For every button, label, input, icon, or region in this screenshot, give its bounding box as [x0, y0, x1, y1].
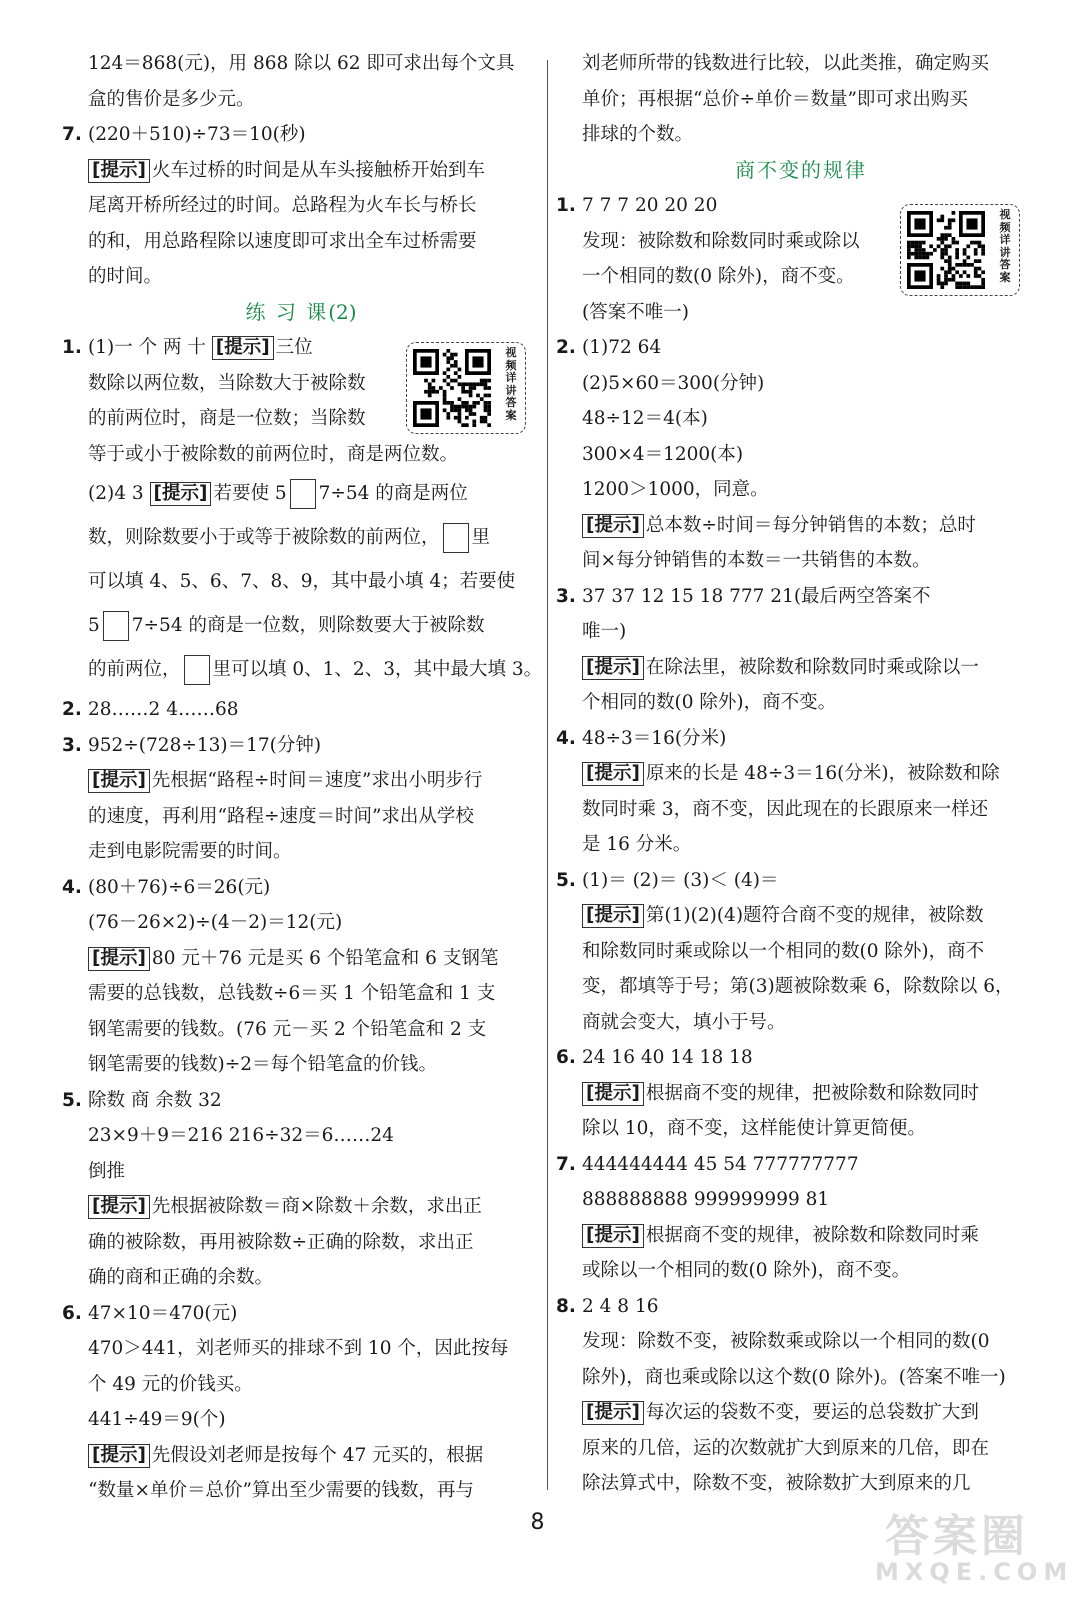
hint-text: 80 元＋76 元是买 6 个铅笔盒和 6 支钢笔 — [151, 947, 499, 969]
question-number: 5. — [556, 869, 576, 891]
hint-text: 刘老师所带的钱数进行比较，以此类推，确定购买 — [582, 53, 990, 74]
blank-box — [443, 523, 469, 553]
hint-text: 根据商不变的规律，把被除数和除数同时 — [645, 1082, 979, 1104]
hint-text: 或除以一个相同的数(0 除外)，商不变。 — [582, 1260, 911, 1281]
answer-text: 470＞441，刘老师买的排球不到 10 个，因此按每 — [88, 1338, 509, 1359]
question-number: 6. — [62, 1302, 82, 1324]
hint-text: 先根据“路程÷时间＝速度”求出小明步行 — [151, 770, 483, 791]
hint-text: 的前两位， — [88, 659, 181, 680]
hint-text: 排球的个数。 — [582, 124, 694, 145]
question-number: 2. — [556, 337, 576, 358]
hint-text: 走到电影院需要的时间。 — [88, 841, 292, 862]
hint-label: [提示] — [582, 1224, 644, 1248]
text-line: 盒的售价是多少元。 — [88, 88, 255, 110]
hint-label: [提示] — [88, 1195, 150, 1219]
section-title: 商不变的规律 — [735, 157, 867, 182]
answer-text: 发现：除数不变，被除数乘或除以一个相同的数(0 — [582, 1331, 990, 1352]
hint-text: 每次运的袋数不变，要运的总袋数扩大到 — [645, 1402, 979, 1423]
question-number: 4. — [62, 876, 82, 898]
hint-text: 数除以两位数，当除数大于被除数 — [88, 372, 366, 394]
hint-label: [提示] — [150, 482, 212, 506]
hint-text: 里可以填 0、1、2、3，其中最大填 3。 — [212, 659, 543, 680]
blank-box — [184, 655, 210, 685]
answer-text: 952÷(728÷13)＝17(分钟) — [88, 734, 322, 756]
answer-text: 唯一) — [582, 621, 627, 642]
hint-text: 三位 — [275, 337, 313, 358]
hint-text: 需要的总钱数，总钱数÷6＝买 1 个铅笔盒和 1 支 — [88, 983, 496, 1004]
answer-text: 倒推 — [88, 1160, 126, 1182]
left-column — [62, 46, 543, 1509]
question-number: 2. — [62, 699, 82, 720]
question-number: 3. — [556, 585, 576, 607]
blank-box — [290, 479, 316, 509]
hint-text: 若要使 5 — [213, 483, 287, 504]
hint-text: 可以填 4、5、6、7、8、9，其中最小填 4；若要使 — [88, 571, 516, 592]
answer-text: 除数 商 余数 32 — [88, 1089, 222, 1111]
answer-text: 7 7 7 20 20 20 — [582, 195, 718, 216]
question-number: 1. — [556, 195, 576, 216]
answer-text: (80＋76)÷6＝26(元) — [88, 876, 271, 898]
question-number: 4. — [556, 727, 576, 749]
question-number: 7. — [556, 1153, 576, 1175]
hint-text: 商就会变大，填小于号。 — [582, 1011, 786, 1033]
hint-text: 除法算式中，除数不变，被除数扩大到原来的几 — [582, 1473, 971, 1494]
answer-text: (1)＝ (2)＝ (3)＜ (4)＝ — [582, 869, 779, 891]
hint-text: 的和，用总路程除以速度即可求出全车过桥需要 — [88, 230, 477, 252]
qr-code-icon — [907, 211, 985, 289]
hint-text: 根据商不变的规律，被除数和除数同时乘 — [645, 1224, 979, 1246]
hint-text: 数，则除数要小于或等于被除数的前两位， — [88, 527, 440, 548]
section-title-suffix: (2) — [328, 299, 357, 324]
watermark-url: MXQE.COM — [875, 1558, 1074, 1586]
answer-text: 一个相同的数(0 除外)，商不变。 — [582, 266, 855, 287]
hint-text: 的速度，再利用“路程÷速度＝时间”求出从学校 — [88, 805, 474, 827]
answer-text: 441÷49＝9(个) — [88, 1409, 226, 1430]
hint-text: 原来的长是 48÷3＝16(分米)，被除数和除 — [645, 763, 1000, 784]
hint-label: [提示] — [582, 656, 644, 680]
answer-text: 47×10＝470(元) — [88, 1302, 238, 1324]
answer-text: (2)4 3 — [88, 483, 144, 504]
hint-text: 间×每分钟销售的本数＝一共销售的本数。 — [582, 550, 931, 571]
hint-label: [提示] — [582, 1401, 644, 1425]
section-title — [62, 295, 540, 331]
question-number: 5. — [62, 1089, 82, 1111]
qr-code-video[interactable] — [900, 204, 1020, 296]
hint-label: [提示] — [582, 904, 644, 928]
hint-label: [提示] — [88, 947, 150, 971]
answer-text: (76－26×2)÷(4－2)＝12(元) — [88, 912, 343, 933]
answer-text: 48÷12＝4(本) — [582, 408, 708, 429]
watermark-logo — [865, 1500, 1074, 1590]
hint-label: [提示] — [582, 762, 644, 786]
hint-text: 5 — [88, 615, 100, 636]
hint-text: 7÷54 的商是两位 — [318, 483, 468, 504]
hint-label: [提示] — [582, 1082, 644, 1106]
question-number: 8. — [556, 1295, 576, 1317]
answer-text: (1)一 个 两 十 — [88, 337, 206, 358]
answer-text: 48÷3＝16(分米) — [582, 727, 727, 749]
hint-label: [提示] — [582, 514, 644, 538]
answer-text: 300×4＝1200(本) — [582, 443, 744, 465]
hint-text: 单价；再根据“总价÷单价＝数量”即可求出购买 — [582, 88, 968, 110]
hint-text: 钢笔需要的钱数)÷2＝每个铅笔盒的价钱。 — [88, 1054, 437, 1075]
hint-text: “数量×单价＝总价”算出至少需要的钱数，再与 — [88, 1480, 474, 1501]
hint-text: 和除数同时乘或除以一个相同的数(0 除外)，商不 — [582, 940, 985, 962]
hint-text: 先假设刘老师是按每个 47 元买的，根据 — [151, 1444, 484, 1466]
answer-text: 28……2 4……68 — [88, 699, 239, 720]
answer-text: 发现：被除数和除数同时乘或除以 — [582, 230, 860, 252]
answer-text: 除外)，商也乘或除以这个数(0 除外)。(答案不唯一) — [582, 1366, 1006, 1388]
hint-label: [提示] — [212, 336, 274, 360]
hint-text: 变，都填等于号；第(3)题被除数乘 6，除数除以 6， — [582, 976, 1014, 997]
hint-text: 确的商和正确的余数。 — [88, 1267, 274, 1288]
answer-text: 2 4 8 16 — [582, 1295, 659, 1317]
answer-text: (220＋510)÷73＝10(秒) — [88, 124, 306, 145]
hint-label: [提示] — [88, 159, 150, 183]
column-divider — [547, 60, 548, 1490]
answer-text: 37 37 12 15 18 777 21(最后两空答案不 — [582, 585, 931, 607]
answer-text: 1200＞1000，同意。 — [582, 479, 769, 500]
hint-text: 确的被除数，再用被除数÷正确的除数，求出正 — [88, 1231, 474, 1253]
blank-box — [103, 611, 129, 641]
answer-text: 888888888 999999999 81 — [582, 1189, 830, 1210]
qr-label: 视频详讲答案 — [999, 208, 1011, 284]
hint-text: 除以 10，商不变，这样能使计算更简便。 — [582, 1118, 926, 1139]
hint-text: 数同时乘 3，商不变，因此现在的长跟原来一样还 — [582, 798, 989, 820]
answer-text: 个 49 元的价钱买。 — [88, 1373, 253, 1395]
qr-code-video[interactable] — [406, 342, 526, 434]
qr-code-icon — [413, 349, 491, 427]
answer-text: 24 16 40 14 18 18 — [582, 1047, 753, 1068]
question-number: 6. — [556, 1047, 576, 1068]
hint-text: 是 16 分米。 — [582, 834, 692, 855]
answer-text: (答案不唯一) — [582, 301, 689, 323]
watermark-text: 答案圈 — [885, 1511, 1029, 1562]
text-line: 124＝868(元)，用 868 除以 62 即可求出每个文具 — [88, 53, 515, 74]
section-title-text: 练 习 课 — [245, 299, 329, 324]
hint-text: 个相同的数(0 除外)，商不变。 — [582, 692, 837, 713]
hint-text: 里 — [471, 527, 491, 548]
qr-label: 视频详讲答案 — [505, 346, 517, 422]
answer-text: 444444444 45 54 777777777 — [582, 1153, 859, 1175]
hint-text: 钢笔需要的钱数。(76 元－买 2 个铅笔盒和 2 支 — [88, 1018, 487, 1040]
hint-label: [提示] — [88, 1444, 150, 1468]
question-number: 7. — [62, 124, 82, 145]
hint-text: 7÷54 的商是一位数，则除数要大于被除数 — [131, 615, 485, 636]
question-number: 3. — [62, 734, 82, 756]
hint-text: 在除法里，被除数和除数同时乘或除以一 — [645, 656, 979, 678]
answer-text: 23×9＋9＝216 216÷32＝6……24 — [88, 1125, 394, 1146]
hint-text: 总本数÷时间＝每分钟销售的本数；总时 — [645, 514, 976, 536]
hint-label: [提示] — [88, 769, 150, 793]
hint-text: 原来的几倍，运的次数就扩大到原来的几倍，即在 — [582, 1437, 990, 1459]
hint-text: 等于或小于被除数的前两位时，商是两位数。 — [88, 443, 459, 465]
question-number: 1. — [62, 337, 82, 358]
page-number: 8 — [530, 1510, 545, 1535]
answer-text: (2)5×60＝300(分钟) — [582, 372, 765, 394]
hint-text: 尾离开桥所经过的时间。总路程为火车长与桥长 — [88, 195, 477, 216]
hint-text: 的前两位时，商是一位数；当除数 — [88, 408, 366, 429]
answer-text: (1)72 64 — [582, 337, 662, 358]
hint-text: 的时间。 — [88, 266, 163, 287]
hint-text: 第(1)(2)(4)题符合商不变的规律，被除数 — [645, 905, 984, 926]
hint-text: 先根据被除数＝商×除数＋余数，求出正 — [151, 1196, 482, 1217]
hint-text: 火车过桥的时间是从车头接触桥开始到车 — [151, 159, 485, 181]
